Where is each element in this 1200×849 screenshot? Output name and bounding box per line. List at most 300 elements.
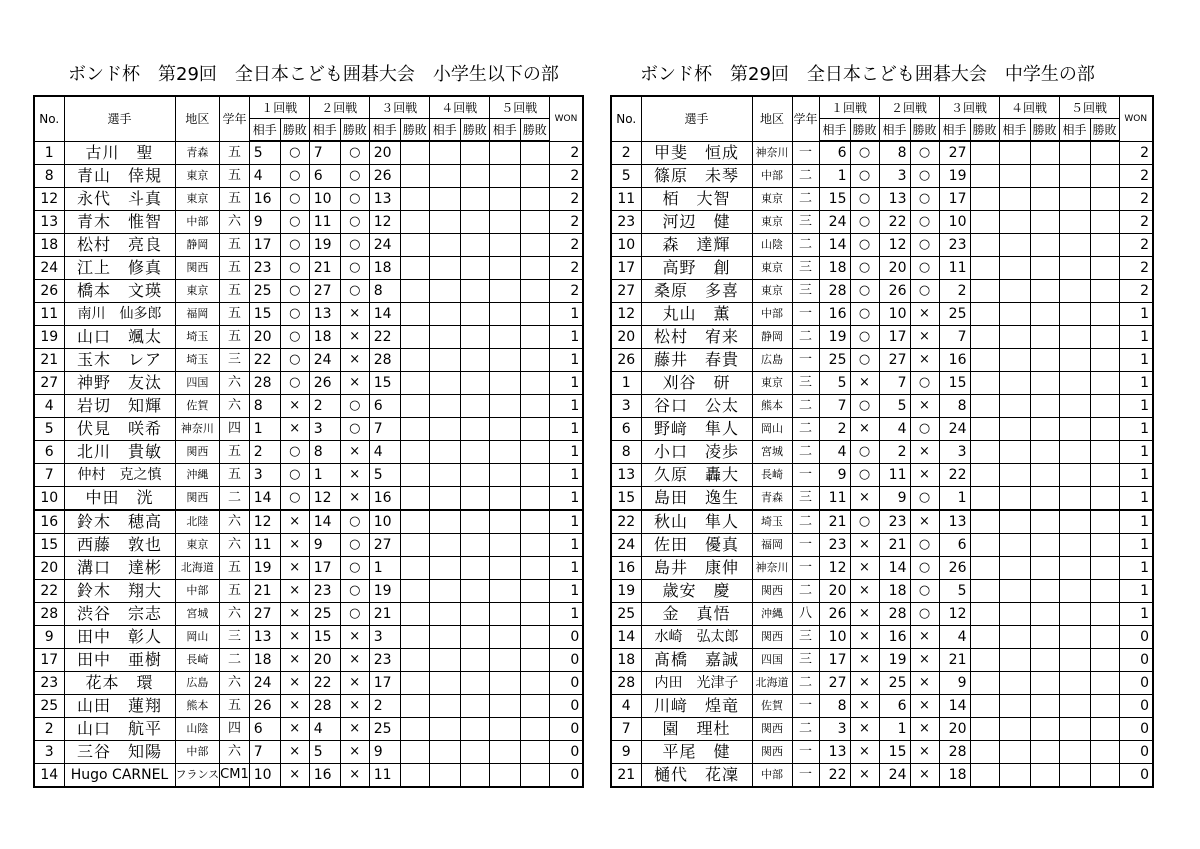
player-region: 宮城 — [752, 441, 792, 464]
round2-opponent: 18 — [879, 580, 910, 603]
won-count: 1 — [1119, 418, 1153, 441]
table-row — [34, 372, 583, 395]
header-opponent: 相手 — [939, 119, 970, 142]
round5-opponent — [489, 603, 520, 626]
round2-opponent: 6 — [309, 165, 340, 188]
round4-opponent — [999, 510, 1030, 534]
player-name: 桑原 多喜 — [641, 280, 752, 303]
round3-opponent: 19 — [939, 165, 970, 188]
round1-result: ○ — [280, 211, 309, 234]
player-number: 27 — [611, 280, 641, 303]
round2-result: ○ — [340, 395, 369, 418]
round3-opponent: 12 — [939, 603, 970, 626]
round4-opponent — [429, 695, 460, 718]
header-opponent: 相手 — [489, 119, 520, 142]
round2-opponent: 5 — [309, 741, 340, 764]
round5-opponent — [489, 418, 520, 441]
player-grade: 五 — [220, 165, 250, 188]
round1-opponent: 19 — [249, 557, 280, 580]
round2-result: ○ — [910, 141, 939, 165]
round5-result — [520, 718, 549, 741]
round5-opponent — [1059, 764, 1090, 788]
round1-opponent: 3 — [249, 464, 280, 487]
round3-opponent: 9 — [939, 672, 970, 695]
round1-opponent: 25 — [819, 349, 850, 372]
round5-result — [520, 487, 549, 511]
round3-opponent: 21 — [369, 603, 400, 626]
round1-opponent: 13 — [249, 626, 280, 649]
player-region: 佐賀 — [752, 695, 792, 718]
round1-result: ○ — [280, 372, 309, 395]
round2-result: × — [340, 764, 369, 788]
header-round-4: ４回戦 — [429, 96, 489, 119]
round2-result: ○ — [910, 257, 939, 280]
round3-result — [400, 303, 429, 326]
player-number: 4 — [34, 395, 64, 418]
round2-result: ○ — [910, 487, 939, 511]
round1-opponent: 17 — [819, 649, 850, 672]
round4-result — [1030, 280, 1059, 303]
round3-result — [400, 280, 429, 303]
round3-opponent: 27 — [939, 141, 970, 165]
table-row — [34, 234, 583, 257]
header-round-5: ５回戦 — [1059, 96, 1119, 119]
round1-result: × — [280, 580, 309, 603]
round1-opponent: 1 — [249, 418, 280, 441]
round5-result — [520, 165, 549, 188]
junior-high-results-table — [610, 95, 1154, 788]
round5-opponent — [1059, 672, 1090, 695]
round3-opponent: 1 — [369, 557, 400, 580]
round5-result — [1090, 510, 1119, 534]
round3-opponent: 28 — [369, 349, 400, 372]
table-row — [34, 188, 583, 211]
player-grade: 一 — [792, 464, 819, 487]
round5-result — [1090, 580, 1119, 603]
round2-opponent: 14 — [309, 510, 340, 534]
player-grade: 一 — [792, 695, 819, 718]
round1-opponent: 19 — [819, 326, 850, 349]
won-count: 1 — [549, 580, 583, 603]
player-number: 20 — [611, 326, 641, 349]
round2-result: ○ — [340, 418, 369, 441]
player-number: 2 — [34, 718, 64, 741]
table-row — [611, 741, 1153, 764]
player-grade: 五 — [220, 188, 250, 211]
header-round-1: １回戦 — [819, 96, 879, 119]
round2-result: × — [340, 326, 369, 349]
won-count: 0 — [1119, 649, 1153, 672]
header-win-loss: 勝敗 — [340, 119, 369, 142]
round5-result — [1090, 626, 1119, 649]
round5-opponent — [489, 534, 520, 557]
player-grade: 三 — [220, 626, 250, 649]
round1-result: ○ — [850, 349, 879, 372]
player-name: 川﨑 煌竜 — [641, 695, 752, 718]
round3-opponent: 25 — [369, 718, 400, 741]
round3-result — [400, 141, 429, 165]
round1-opponent: 15 — [819, 188, 850, 211]
won-count: 2 — [549, 141, 583, 165]
round4-opponent — [429, 165, 460, 188]
player-region: 北海道 — [175, 557, 220, 580]
round3-result — [970, 626, 999, 649]
player-number: 12 — [611, 303, 641, 326]
round5-result — [520, 534, 549, 557]
round1-opponent: 23 — [819, 534, 850, 557]
table-row — [611, 580, 1153, 603]
round1-opponent: 7 — [819, 395, 850, 418]
round2-result: ○ — [340, 534, 369, 557]
round4-opponent — [999, 418, 1030, 441]
player-number: 17 — [611, 257, 641, 280]
round3-result — [400, 165, 429, 188]
round2-result: ○ — [340, 234, 369, 257]
table-row — [34, 303, 583, 326]
won-count: 0 — [549, 695, 583, 718]
player-number: 9 — [611, 741, 641, 764]
round4-result — [460, 534, 489, 557]
round5-opponent — [1059, 557, 1090, 580]
round2-result: × — [910, 695, 939, 718]
round3-result — [970, 211, 999, 234]
player-name: 水崎 弘太郎 — [641, 626, 752, 649]
round5-result — [520, 188, 549, 211]
round3-result — [970, 764, 999, 788]
player-region: 関西 — [752, 741, 792, 764]
round1-result: × — [850, 626, 879, 649]
round5-opponent — [1059, 349, 1090, 372]
round3-opponent: 24 — [939, 418, 970, 441]
player-region: 東京 — [175, 534, 220, 557]
player-number: 12 — [34, 188, 64, 211]
round4-opponent — [999, 211, 1030, 234]
won-count: 1 — [549, 372, 583, 395]
player-grade: 五 — [220, 303, 250, 326]
player-number: 7 — [34, 464, 64, 487]
player-number: 23 — [34, 672, 64, 695]
round4-opponent — [999, 326, 1030, 349]
round4-result — [460, 487, 489, 511]
round5-opponent — [489, 741, 520, 764]
round4-opponent — [429, 257, 460, 280]
player-name: 渋谷 宗志 — [64, 603, 175, 626]
left-page-title: ボンド杯 第29回 全日本こども囲碁大会 小学生以下の部 — [68, 64, 559, 85]
round5-result — [520, 672, 549, 695]
round2-opponent: 1 — [309, 464, 340, 487]
round5-result — [1090, 326, 1119, 349]
player-name: Hugo CARNEL — [64, 764, 175, 788]
round4-opponent — [429, 510, 460, 534]
table-row — [34, 626, 583, 649]
round4-opponent — [999, 372, 1030, 395]
round3-opponent: 16 — [939, 349, 970, 372]
player-name: 内田 光津子 — [641, 672, 752, 695]
won-count: 2 — [1119, 257, 1153, 280]
player-name: 島田 逸生 — [641, 487, 752, 511]
round5-result — [1090, 372, 1119, 395]
round1-opponent: 11 — [249, 534, 280, 557]
round4-opponent — [999, 234, 1030, 257]
round5-result — [1090, 695, 1119, 718]
round5-result — [520, 741, 549, 764]
won-count: 2 — [549, 211, 583, 234]
round5-opponent — [489, 580, 520, 603]
round3-opponent: 1 — [939, 487, 970, 511]
round4-result — [460, 280, 489, 303]
round3-opponent: 17 — [939, 188, 970, 211]
player-grade: 三 — [792, 626, 819, 649]
round4-opponent — [429, 349, 460, 372]
round2-opponent: 18 — [309, 326, 340, 349]
round2-result: × — [340, 303, 369, 326]
won-count: 0 — [549, 649, 583, 672]
player-number: 19 — [611, 580, 641, 603]
player-name: 岩切 知輝 — [64, 395, 175, 418]
player-name: 田中 亜樹 — [64, 649, 175, 672]
header-round-3: ３回戦 — [939, 96, 999, 119]
round2-opponent: 4 — [309, 718, 340, 741]
player-grade: 一 — [792, 349, 819, 372]
round2-opponent: 2 — [879, 441, 910, 464]
player-grade: 二 — [792, 165, 819, 188]
player-name: 篠原 未琴 — [641, 165, 752, 188]
player-name: 永代 斗真 — [64, 188, 175, 211]
player-name: 玉木 レア — [64, 349, 175, 372]
round1-opponent: 21 — [819, 510, 850, 534]
round1-result: × — [850, 764, 879, 788]
round3-result — [970, 395, 999, 418]
won-count: 2 — [549, 188, 583, 211]
player-grade: 二 — [220, 649, 250, 672]
round4-opponent — [999, 741, 1030, 764]
round2-result: × — [910, 718, 939, 741]
round4-result — [1030, 603, 1059, 626]
round3-result — [970, 349, 999, 372]
round5-opponent — [1059, 741, 1090, 764]
table-row — [611, 188, 1153, 211]
round4-result — [1030, 326, 1059, 349]
round2-result: ○ — [340, 580, 369, 603]
won-count: 0 — [549, 672, 583, 695]
player-number: 13 — [611, 464, 641, 487]
round1-opponent: 4 — [819, 441, 850, 464]
round3-result — [400, 741, 429, 764]
round2-opponent: 7 — [879, 372, 910, 395]
round2-opponent: 20 — [309, 649, 340, 672]
round3-opponent: 5 — [369, 464, 400, 487]
round3-opponent: 11 — [939, 257, 970, 280]
round2-opponent: 22 — [879, 211, 910, 234]
round3-opponent: 9 — [369, 741, 400, 764]
round4-result — [1030, 510, 1059, 534]
round2-opponent: 7 — [309, 141, 340, 165]
player-region: 関西 — [175, 487, 220, 511]
round4-result — [460, 741, 489, 764]
player-number: 19 — [34, 326, 64, 349]
round5-opponent — [1059, 510, 1090, 534]
header-opponent: 相手 — [1059, 119, 1090, 142]
round2-result: × — [340, 464, 369, 487]
round1-result: ○ — [280, 464, 309, 487]
round2-result: × — [910, 649, 939, 672]
player-region: 四国 — [752, 649, 792, 672]
player-name: 花本 環 — [64, 672, 175, 695]
player-grade: 三 — [792, 487, 819, 511]
round4-result — [460, 418, 489, 441]
round2-opponent: 8 — [879, 141, 910, 165]
round2-opponent: 9 — [309, 534, 340, 557]
player-region: 神奈川 — [752, 557, 792, 580]
table-row — [611, 141, 1153, 165]
round2-opponent: 17 — [879, 326, 910, 349]
round1-opponent: 26 — [249, 695, 280, 718]
round2-opponent: 24 — [879, 764, 910, 788]
player-name: 鈴木 穂高 — [64, 510, 175, 534]
player-grade: 一 — [792, 534, 819, 557]
round5-result — [1090, 557, 1119, 580]
round2-opponent: 24 — [309, 349, 340, 372]
table-row — [611, 464, 1153, 487]
header-win-loss: 勝敗 — [400, 119, 429, 142]
round2-opponent: 1 — [879, 718, 910, 741]
round2-result: ○ — [340, 510, 369, 534]
round4-opponent — [429, 718, 460, 741]
round1-result: ○ — [280, 234, 309, 257]
player-number: 6 — [611, 418, 641, 441]
header-opponent: 相手 — [309, 119, 340, 142]
round1-opponent: 21 — [249, 580, 280, 603]
round3-result — [400, 464, 429, 487]
round2-opponent: 20 — [879, 257, 910, 280]
round4-opponent — [999, 188, 1030, 211]
round2-result: ○ — [910, 418, 939, 441]
player-number: 20 — [34, 557, 64, 580]
round5-result — [520, 257, 549, 280]
round3-result — [400, 211, 429, 234]
player-region: 山陰 — [175, 718, 220, 741]
round1-result: ○ — [280, 303, 309, 326]
round1-opponent: 18 — [249, 649, 280, 672]
round4-result — [460, 349, 489, 372]
round5-opponent — [489, 487, 520, 511]
header-no: No. — [34, 96, 64, 141]
round5-opponent — [1059, 188, 1090, 211]
round2-opponent: 12 — [879, 234, 910, 257]
header-win-loss: 勝敗 — [850, 119, 879, 142]
table-row — [34, 534, 583, 557]
round2-opponent: 19 — [879, 649, 910, 672]
player-region: 沖縄 — [752, 603, 792, 626]
round4-opponent — [429, 141, 460, 165]
player-number: 26 — [611, 349, 641, 372]
player-name: 秋山 隼人 — [641, 510, 752, 534]
round5-result — [520, 395, 549, 418]
round5-result — [520, 349, 549, 372]
round4-result — [460, 580, 489, 603]
player-name: 高野 創 — [641, 257, 752, 280]
player-number: 22 — [611, 510, 641, 534]
player-region: 東京 — [752, 188, 792, 211]
won-count: 1 — [549, 534, 583, 557]
round3-result — [400, 580, 429, 603]
round2-opponent: 6 — [879, 695, 910, 718]
player-name: 三谷 知陽 — [64, 741, 175, 764]
round1-result: × — [850, 372, 879, 395]
table-row — [34, 510, 583, 534]
round5-opponent — [489, 649, 520, 672]
round3-opponent: 10 — [369, 510, 400, 534]
round4-opponent — [429, 418, 460, 441]
header-win-loss: 勝敗 — [1090, 119, 1119, 142]
player-grade: 三 — [792, 280, 819, 303]
player-grade: 二 — [792, 234, 819, 257]
round1-result: ○ — [280, 141, 309, 165]
header-opponent: 相手 — [879, 119, 910, 142]
round3-result — [970, 257, 999, 280]
round5-opponent — [489, 695, 520, 718]
round1-result: × — [280, 603, 309, 626]
table-row — [34, 141, 583, 165]
player-number: 3 — [611, 395, 641, 418]
round3-result — [400, 441, 429, 464]
player-number: 2 — [611, 141, 641, 165]
round1-result: ○ — [850, 464, 879, 487]
round2-result: × — [340, 741, 369, 764]
round5-opponent — [1059, 580, 1090, 603]
round3-result — [400, 395, 429, 418]
round2-opponent: 4 — [879, 418, 910, 441]
header-round-5: ５回戦 — [489, 96, 549, 119]
round4-result — [1030, 672, 1059, 695]
round2-opponent: 23 — [879, 510, 910, 534]
round3-result — [970, 464, 999, 487]
player-number: 28 — [611, 672, 641, 695]
player-name: 髙橋 嘉誠 — [641, 649, 752, 672]
round1-result: ○ — [280, 349, 309, 372]
round5-opponent — [489, 188, 520, 211]
player-grade: 五 — [220, 695, 250, 718]
round4-result — [460, 603, 489, 626]
round4-opponent — [429, 741, 460, 764]
round2-result: × — [910, 464, 939, 487]
player-name: 溝口 達彬 — [64, 557, 175, 580]
round2-opponent: 22 — [309, 672, 340, 695]
round3-opponent: 26 — [369, 165, 400, 188]
round2-result: ○ — [910, 534, 939, 557]
round5-result — [520, 695, 549, 718]
round1-opponent: 7 — [249, 741, 280, 764]
player-name: 久原 轟大 — [641, 464, 752, 487]
round1-result: ○ — [850, 165, 879, 188]
player-grade: 五 — [220, 326, 250, 349]
player-number: 11 — [34, 303, 64, 326]
round4-opponent — [429, 764, 460, 788]
round4-result — [460, 188, 489, 211]
round5-opponent — [489, 626, 520, 649]
round5-result — [1090, 141, 1119, 165]
round1-result: × — [850, 580, 879, 603]
round4-opponent — [429, 188, 460, 211]
round3-result — [970, 649, 999, 672]
round3-opponent: 21 — [939, 649, 970, 672]
round4-result — [1030, 303, 1059, 326]
header-win-loss: 勝敗 — [280, 119, 309, 142]
player-name: 神野 友汰 — [64, 372, 175, 395]
round2-opponent: 21 — [309, 257, 340, 280]
player-region: 関西 — [752, 626, 792, 649]
table-row — [611, 418, 1153, 441]
